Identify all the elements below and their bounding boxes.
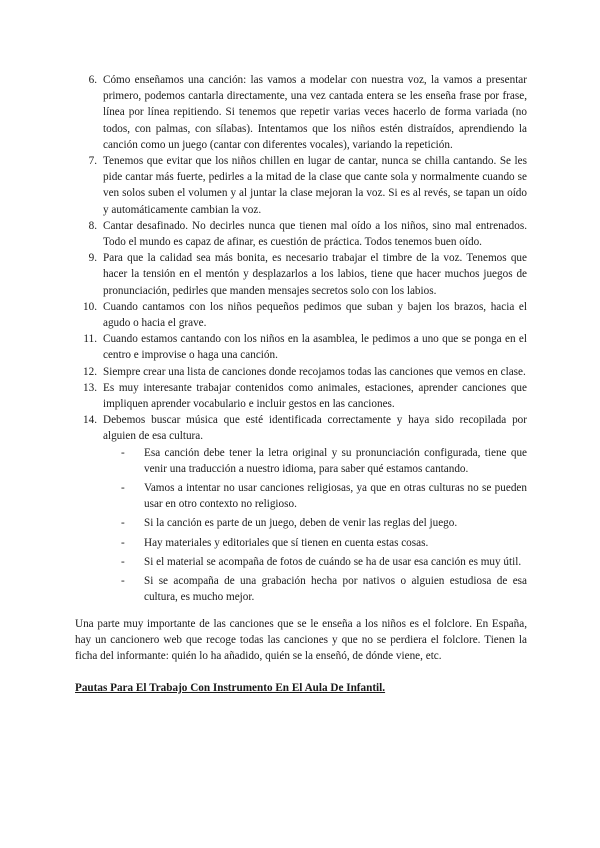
item-text: Cantar desafinado. No decirles nunca que tienen mal oído a los niños, sino mal entrenados. Todo el mundo es capaz de afinar, es cuestión de práctica. Todos tenemos buen oído. xyxy=(103,219,527,249)
dash-bullet: - xyxy=(121,575,125,588)
item-number: 12. xyxy=(83,365,97,378)
section-heading: Pautas Para El Trabajo Con Instrumento En El Aula De Infantil. xyxy=(75,682,386,695)
sub-item-text: Si se acompaña de una grabación hecha por nativos o alguien estudiosa de esa cultura, es mucho mejor. xyxy=(144,575,527,604)
item-number: 10. xyxy=(83,300,97,313)
page-content xyxy=(75,72,527,708)
item-number: 11. xyxy=(83,333,97,346)
list-item xyxy=(75,412,527,444)
list-item xyxy=(75,218,527,250)
item-text: Siempre crear una lista de canciones donde recojamos todas las canciones que vemos en clase. xyxy=(103,365,526,378)
item-text: Para que la calidad sea más bonita, es necesario trabajar el timbre de la voz. Tenemos que hacer la tensión en el mentón y desplazarlos a los labios, tiene que hacer muchos juegos de pronunciación, pedirles que manden mensajes secretos solo con los labios. xyxy=(103,252,527,297)
sub-item-text: Si la canción es parte de un juego, deben de venir las reglas del juego. xyxy=(144,517,458,530)
sub-item-text: Hay materiales y editoriales que sí tienen en cuenta estas cosas. xyxy=(144,536,429,549)
list-item xyxy=(75,72,527,153)
list-item xyxy=(75,153,527,218)
item-text: Es muy interesante trabajar contenidos como animales, estaciones, aprender canciones que impliquen aprender vocabulario e incluir gestos en las canciones. xyxy=(103,381,527,411)
item-text: Cuando estamos cantando con los niños en la asamblea, le pedimos a uno que se ponga en el centro e improvise o haga una canción. xyxy=(103,333,527,362)
item-number: 8. xyxy=(88,219,97,232)
sub-list-item xyxy=(121,554,527,570)
sub-item-text: Esa canción debe tener la letra original y su pronunciación configurada, tiene que venir una traducción a nuestro idioma, para saber qué estamos cantando. xyxy=(144,446,527,475)
numbered-list xyxy=(75,72,527,445)
list-item xyxy=(75,364,527,380)
item-number: 6. xyxy=(88,74,97,86)
sub-list-item xyxy=(121,445,527,477)
list-item xyxy=(75,380,527,412)
sub-list-item xyxy=(121,515,527,531)
item-text: Cuando cantamos con los niños pequeños pedimos que suban y bajen los brazos, hacia el agudo o hacia el grave. xyxy=(103,300,527,330)
dash-bullet: - xyxy=(121,555,125,568)
item-text: Cómo enseñamos una canción: las vamos a modelar con nuestra voz, la vamos a presentar primero, podemos cantarla directamente, una vez cantada entera se les enseña frase por frase, línea por línea repitiendo. Si tenemos que repetir varias veces hacerlo de forma variada (no todos, con palmas, con sílabas). Intentamos que los niños estén distraídos, aprendiendo la canción como un juego (cantar con diferentes vocales), variando la repetición. xyxy=(103,74,527,151)
item-number: 7. xyxy=(88,155,97,168)
sub-list-item xyxy=(121,573,527,605)
sub-list xyxy=(121,445,527,606)
item-number: 14. xyxy=(83,414,97,427)
sub-list-item xyxy=(121,480,527,512)
list-item xyxy=(75,331,527,363)
item-text: Debemos buscar música que esté identificada correctamente y haya sido recopilada por alguien de esa cultura. xyxy=(103,414,527,443)
dash-bullet: - xyxy=(121,517,125,530)
list-item xyxy=(75,299,527,331)
sub-item-text: Si el material se acompaña de fotos de cuándo se ha de usar esa canción es muy útil. xyxy=(144,555,522,568)
dash-bullet: - xyxy=(121,482,125,495)
list-item xyxy=(75,250,527,299)
item-text: Tenemos que evitar que los niños chillen en lugar de cantar, nunca se chilla cantando. Se les pide cantar más fuerte, pedirles a la mitad de la clase que cante sola y normalmente cuando se ven solos suben el volumen y al juntar la clase mejoran la voz. Si es al revés, se tapan un oído y automáticamente cambian la voz. xyxy=(103,155,527,216)
item-number: 13. xyxy=(83,381,97,394)
folclore-paragraph: Una parte muy importante de las canciones que se le enseña a los niños es el folclore. En España, hay un cancionero web que recoge todas las canciones y que no se perdiera el folclore. Tienen la ficha del informante: quién lo ha añadido, quién se la enseñó, de dónde viene, etc. xyxy=(75,617,527,662)
item-number: 9. xyxy=(88,252,97,265)
sub-item-text: Vamos a intentar no usar canciones religiosas, ya que en otras culturas no se pueden usar en otro contexto no religioso. xyxy=(144,482,527,511)
dash-bullet: - xyxy=(121,536,125,549)
dash-bullet: - xyxy=(121,446,125,459)
sub-list-item xyxy=(121,535,527,551)
